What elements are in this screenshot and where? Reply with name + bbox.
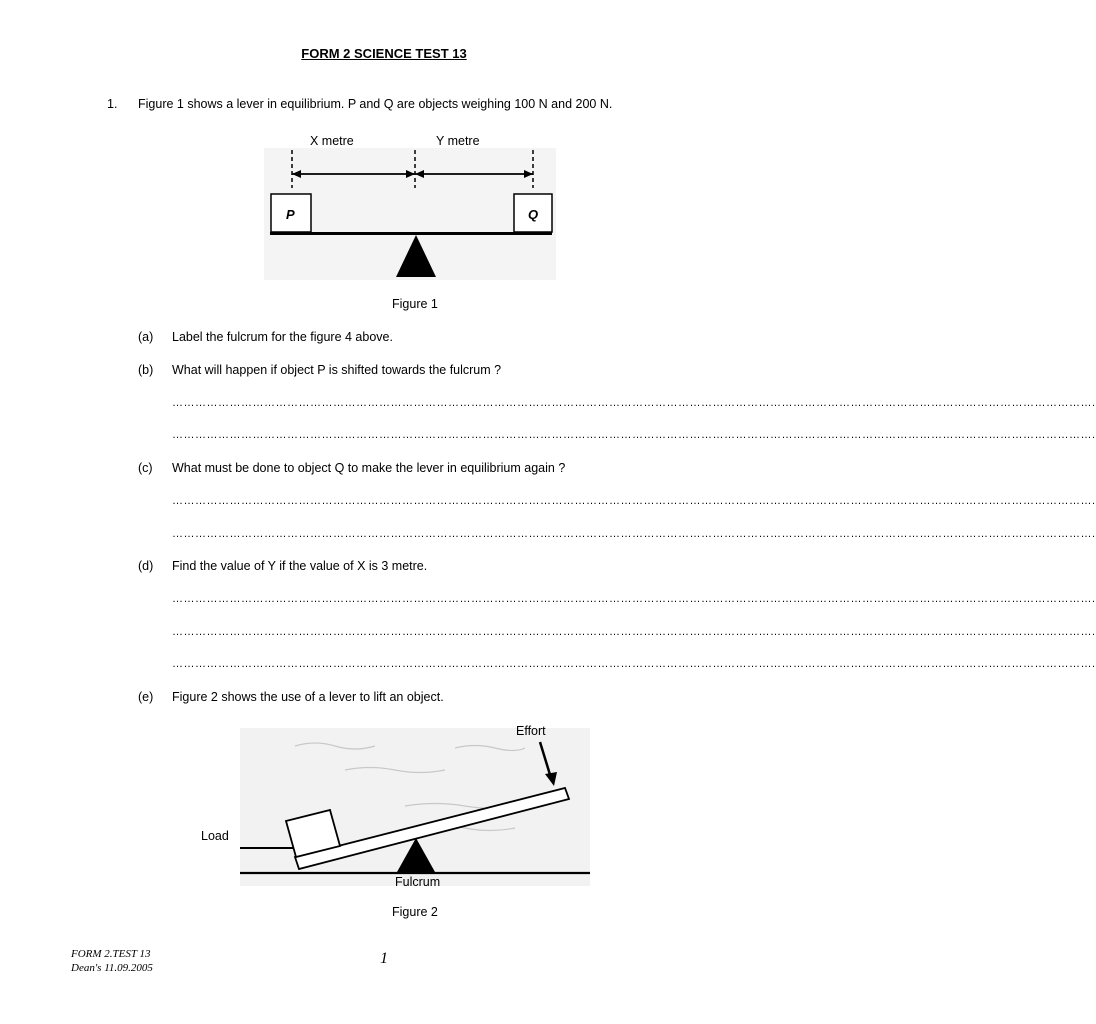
question-number: 1.: [107, 97, 118, 111]
answer-line[interactable]: …………………………………………………………………………………………………………………………………………………………………………………………………………………….: [172, 593, 1096, 605]
page-title: FORM 2 SCIENCE TEST 13: [301, 46, 467, 61]
question-text: Figure 1 shows a lever in equilibrium. P and Q are objects weighing 100 N and 200 N.: [138, 97, 613, 111]
y-metre-label: Y metre: [436, 134, 480, 148]
load-label: Load: [201, 829, 229, 843]
answer-line[interactable]: …………………………………………………………………………………………………………………………………………………………………………………………………………………….: [172, 658, 1096, 670]
part-d-letter: (d): [138, 559, 154, 573]
part-a-letter: (a): [138, 330, 154, 344]
part-e-letter: (e): [138, 690, 154, 704]
x-metre-label: X metre: [310, 134, 354, 148]
figure-1-caption: Figure 1: [392, 297, 438, 311]
figure-2-lever-diagram: [195, 718, 595, 893]
answer-line[interactable]: …………………………………………………………………………………………………………………………………………………………………………………………………………………….: [172, 397, 1096, 409]
fulcrum-label: Fulcrum: [395, 875, 441, 889]
effort-label: Effort: [516, 724, 546, 738]
answer-line[interactable]: …………………………………………………………………………………………………………………………………………………………………………………………………………………….: [172, 429, 1096, 441]
answer-line[interactable]: …………………………………………………………………………………………………………………………………………………………………………………………………………………….: [172, 495, 1096, 507]
footer-line-1: FORM 2.TEST 13: [71, 948, 151, 960]
object-q-label: Q: [528, 207, 539, 222]
part-c-letter: (c): [138, 461, 153, 475]
page-number: 1: [380, 950, 388, 967]
part-a-text: Label the fulcrum for the figure 4 above.: [172, 330, 393, 344]
part-b-letter: (b): [138, 363, 154, 377]
part-d-text: Find the value of Y if the value of X is 3 metre.: [172, 559, 428, 573]
answer-line[interactable]: …………………………………………………………………………………………………………………………………………………………………………………………………………………….: [172, 626, 1096, 638]
lever-beam: [270, 232, 552, 235]
footer-line-2: Dean's 11.09.2005: [71, 962, 153, 974]
part-b-text: What will happen if object P is shifted towards the fulcrum ?: [172, 363, 502, 377]
object-p-label: P: [286, 207, 295, 222]
figure-1-lever-diagram: [260, 128, 560, 283]
part-c-text: What must be done to object Q to make the lever in equilibrium again ?: [172, 461, 566, 475]
figure-2-caption: Figure 2: [392, 905, 438, 919]
answer-line[interactable]: …………………………………………………………………………………………………………………………………………………………………………………………………………………….: [172, 528, 1096, 540]
part-e-text: Figure 2 shows the use of a lever to lift an object.: [172, 690, 444, 704]
